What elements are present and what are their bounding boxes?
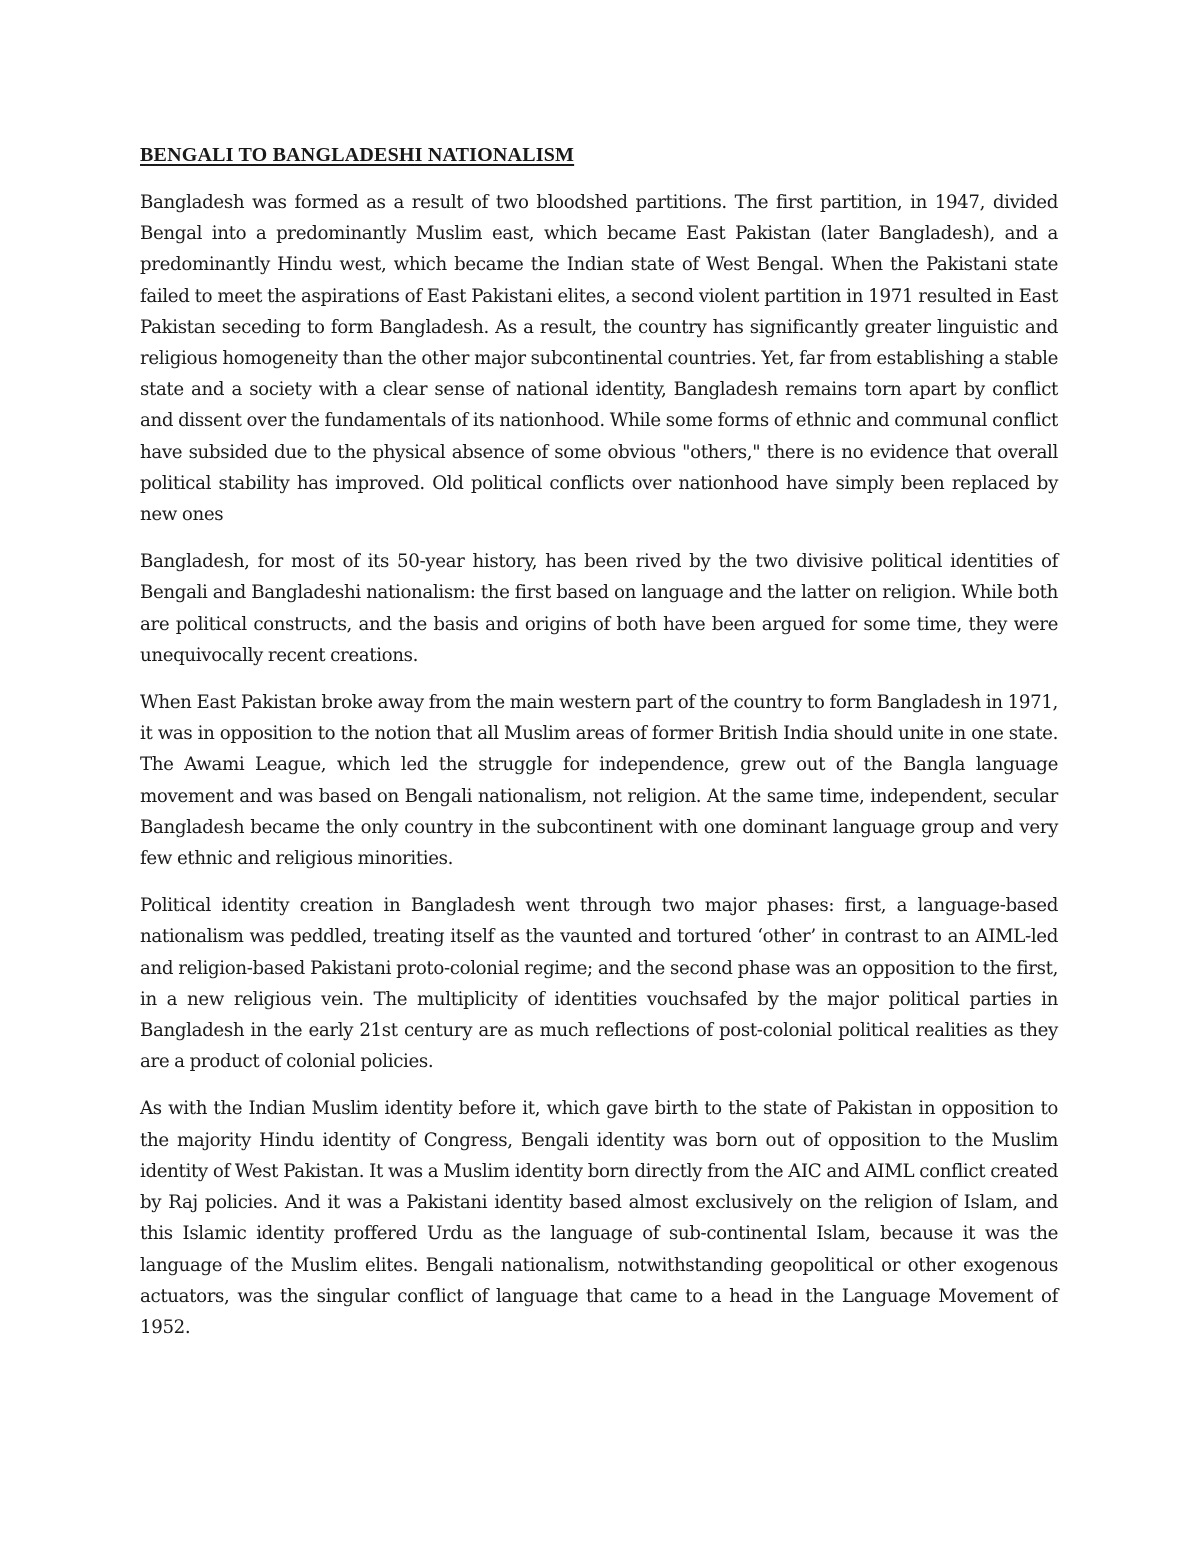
paragraph-5: As with the Indian Muslim identity before it, which gave birth to the state of Pakistan in opposition to the majority Hindu identity of Congress, Bengali identity was born out of opposition to the Muslim identity of West Pakistan. It was a Muslim identity born directly from the AIC and AIML conflict created by Raj policies. And it was a Pakistani identity based almost exclusively on the religion of Islam, and this Islamic identity proffered Urdu as the language of sub-continental Islam, because it was the language of the Muslim elites. Bengali nationalism, notwithstanding geopolitical or other exogenous actuators, was the singular conflict of language that came to a head in the Language Movement of 1952. [140,1098,1058,1338]
paragraph-2: Bangladesh, for most of its 50-year history, has been rived by the two divisive political identities of Bengali and Bangladeshi nationalism: the first based on language and the latter on religion. While both are political constructs, and the basis and origins of both have been argued for some time, they were unequivocally recent creations. [140,551,1058,666]
paragraph-1: Bangladesh was formed as a result of two bloodshed partitions. The first partition, in 1947, divided Bengal into a predominantly Muslim east, which became East Pakistan (later Bangladesh), and a predominantly Hindu west, which became the Indian state of West Bengal. When the Pakistani state failed to meet the aspirations of East Pakistani elites, a second violent partition in 1971 resulted in East Pakistan seceding to form Bangladesh. As a result, the country has significantly greater linguistic and religious homogeneity than the other major subcontinental countries. Yet, far from establishing a stable state and a society with a clear sense of national identity, Bangladesh remains torn apart by conflict and dissent over the fundamentals of its nationhood. While some forms of ethnic and communal conflict have subsided due to the physical absence of some obvious "others," there is no evidence that overall political stability has improved. Old political conflicts over nationhood have simply been replaced by new ones [140,192,1058,526]
document-page [140,140,1058,1359]
paragraph-4: Political identity creation in Bangladesh went through two major phases: first, a language-based nationalism was peddled, treating itself as the vaunted and tortured ‘other’ in contrast to an AIML-led and religion-based Pakistani proto-colonial regime; and the second phase was an opposition to the first, in a new religious vein. The multiplicity of identities vouchsafed by the major political parties in Bangladesh in the early 21st century are as much reflections of post-colonial political realities as they are a product of colonial policies. [140,895,1058,1073]
paragraph-3: When East Pakistan broke away from the main western part of the country to form Bangladesh in 1971, it was in opposition to the notion that all Muslim areas of former British India should unite in one state. The Awami League, which led the struggle for independence, grew out of the Bangla language movement and was based on Bengali nationalism, not religion. At the same time, independent, secular Bangladesh became the only country in the subcontinent with one dominant language group and very few ethnic and religious minorities. [140,692,1058,870]
document-title: BENGALI TO BANGLADESHI NATIONALISM [140,144,575,166]
